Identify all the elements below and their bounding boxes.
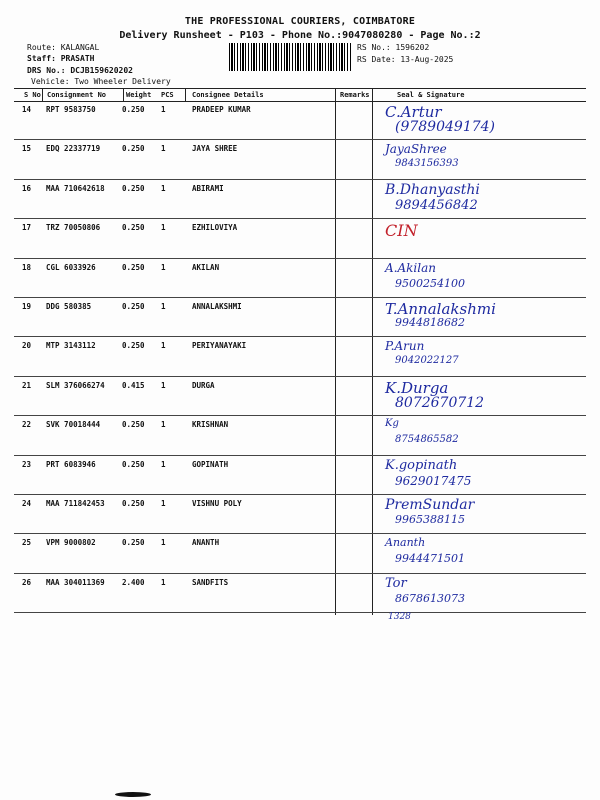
- cell-sno: 20: [22, 341, 32, 351]
- col-divider: [335, 88, 336, 615]
- column-header: PCS: [161, 91, 174, 99]
- signature: Tor: [385, 575, 407, 591]
- cell-consignee: SANDFITS: [192, 577, 229, 587]
- cell-weight: 2.400: [122, 577, 145, 587]
- cell-pcs: 1: [161, 459, 166, 469]
- ink-smudge: [115, 792, 151, 797]
- cell-cno: DDG 580385: [46, 302, 92, 311]
- cell-pcs: 1: [161, 144, 166, 154]
- cell-consignee: PERIYANAYAKI: [192, 341, 247, 351]
- cell-consignee: DURGA: [192, 380, 215, 390]
- rs-no-label: RS No.:: [357, 43, 391, 52]
- cell-cno: TRZ 70050806: [46, 223, 101, 233]
- signature: P.Arun: [385, 339, 425, 354]
- signature: CIN: [385, 221, 418, 241]
- cell-weight: 0.250: [122, 105, 145, 114]
- rs-date-line: [357, 55, 453, 65]
- staff-line: [27, 54, 94, 64]
- cell-cno: CGL 6033926: [46, 262, 96, 272]
- cell-pcs: 1: [161, 223, 166, 233]
- cell-consignee: GOPINATH: [192, 459, 229, 469]
- column-header: Consignment No: [47, 91, 107, 99]
- cell-sno: 23: [22, 459, 32, 469]
- cell-weight: 0.250: [122, 459, 145, 469]
- cell-cno: SLM 376066274: [46, 380, 105, 390]
- drs-line: [27, 66, 133, 76]
- col-divider: [372, 88, 373, 615]
- signature-phone: 8678613073: [395, 591, 465, 605]
- signature-phone: 9944471501: [395, 552, 465, 566]
- signature: K.Durga: [385, 378, 449, 397]
- cell-weight: 0.250: [122, 183, 145, 193]
- cell-cno: SVK 70018444: [46, 420, 101, 430]
- signature-phone: 9843156393: [395, 158, 459, 170]
- signature-phone: 9944818682: [395, 316, 465, 329]
- signature-phone: (9789049174): [395, 119, 495, 135]
- cell-pcs: 1: [161, 577, 166, 587]
- cell-cno: MAA 710642618: [46, 183, 105, 193]
- cell-consignee: ANNALAKSHMI: [192, 302, 242, 311]
- signature: JayaShree: [385, 142, 447, 157]
- row-divider: [14, 336, 586, 337]
- row-divider: [14, 258, 586, 259]
- route-value: KALANGAL: [60, 43, 100, 52]
- company-title: THE PROFESSIONAL COURIERS, COIMBATORE: [184, 16, 416, 27]
- rs-no-value: 1596202: [395, 43, 430, 52]
- col-divider: [185, 88, 186, 101]
- cell-sno: 26: [22, 577, 32, 587]
- vehicle-line: [31, 77, 171, 87]
- cell-pcs: 1: [161, 302, 166, 311]
- cell-weight: 0.250: [122, 341, 145, 351]
- cell-cno: MAA 711842453: [46, 499, 105, 508]
- cell-sno: 21: [22, 380, 32, 390]
- cell-sno: 15: [22, 144, 32, 154]
- signature: Ananth: [385, 536, 426, 550]
- cell-pcs: 1: [161, 183, 166, 193]
- vehicle-value: Two Wheeler Delivery: [74, 77, 171, 86]
- cell-consignee: AKILAN: [192, 262, 220, 272]
- rs-date-label: RS Date:: [357, 55, 396, 64]
- cell-consignee: ANANTH: [192, 538, 220, 548]
- cell-weight: 0.250: [122, 262, 145, 272]
- row-divider: [14, 415, 586, 416]
- handwritten-note: 1328: [388, 612, 411, 622]
- cell-sno: 19: [22, 302, 32, 311]
- signature: Kg: [385, 418, 399, 430]
- rs-no-line: [357, 43, 429, 53]
- column-header: Seal & Signature: [397, 91, 465, 99]
- cell-cno: RPT 9583750: [46, 105, 96, 114]
- signature-phone: 9894456842: [395, 197, 478, 213]
- cell-sno: 14: [22, 105, 32, 114]
- signature: B.Dhanyasthi: [385, 181, 480, 198]
- cell-weight: 0.250: [122, 302, 145, 311]
- cell-sno: 25: [22, 538, 32, 548]
- signature: T.Annalakshmi: [385, 300, 496, 318]
- signature-phone: 9042022127: [395, 355, 459, 367]
- column-header: S No: [24, 91, 41, 99]
- column-header: Remarks: [340, 91, 370, 99]
- signature: C.Artur: [385, 103, 442, 121]
- cell-consignee: EZHILOVIYA: [192, 223, 238, 233]
- barcode: [229, 43, 351, 71]
- cell-cno: EDQ 22337719: [46, 144, 101, 154]
- column-header: Consignee Details: [192, 91, 264, 99]
- vehicle-label: Vehicle:: [31, 77, 70, 86]
- signature-phone: 9500254100: [395, 276, 465, 290]
- signature-phone: 8754865582: [395, 434, 459, 446]
- staff-label: Staff:: [27, 54, 56, 63]
- rs-date-value: 13-Aug-2025: [400, 55, 454, 64]
- cell-weight: 0.250: [122, 499, 145, 508]
- cell-weight: 0.250: [122, 223, 145, 233]
- drs-value: DCJB159620202: [70, 66, 133, 75]
- table-header-border: [14, 101, 586, 102]
- row-divider: [14, 179, 586, 180]
- drs-label: DRS No.:: [27, 66, 66, 75]
- row-divider: [14, 218, 586, 219]
- column-header: Weight: [126, 91, 152, 99]
- row-divider: [14, 573, 586, 574]
- cell-pcs: 1: [161, 105, 166, 114]
- cell-pcs: 1: [161, 262, 166, 272]
- signature: A.Akilan: [385, 260, 436, 275]
- cell-consignee: PRADEEP KUMAR: [192, 105, 251, 114]
- route-line: [27, 43, 99, 53]
- table-top-border: [14, 88, 586, 89]
- row-divider: [14, 612, 586, 613]
- signature-phone: 9965388115: [395, 513, 465, 526]
- cell-weight: 0.250: [122, 144, 145, 154]
- row-divider: [14, 533, 586, 534]
- cell-weight: 0.250: [122, 420, 145, 430]
- staff-value: PRASATH: [60, 54, 95, 63]
- cell-pcs: 1: [161, 380, 166, 390]
- signature: K.gopinath: [385, 457, 458, 473]
- cell-cno: MAA 304011369: [46, 577, 105, 587]
- row-divider: [14, 297, 586, 298]
- row-divider: [14, 139, 586, 140]
- cell-cno: PRT 6083946: [46, 459, 96, 469]
- cell-weight: 0.415: [122, 380, 145, 390]
- cell-sno: 17: [22, 223, 32, 233]
- cell-pcs: 1: [161, 538, 166, 548]
- cell-sno: 24: [22, 499, 32, 508]
- signature: PremSundar: [385, 497, 475, 513]
- cell-consignee: VISHNU POLY: [192, 499, 242, 508]
- cell-sno: 16: [22, 183, 32, 193]
- cell-consignee: KRISHNAN: [192, 420, 229, 430]
- col-divider: [123, 88, 124, 101]
- runsheet-subtitle: Delivery Runsheet - P103 - Phone No.:9047080280 - Page No.:2: [119, 30, 481, 41]
- cell-cno: VPM 9000802: [46, 538, 96, 548]
- cell-sno: 18: [22, 262, 32, 272]
- cell-pcs: 1: [161, 420, 166, 430]
- signature-phone: 9629017475: [395, 473, 472, 488]
- cell-consignee: JAYA SHREE: [192, 144, 238, 154]
- route-label: Route:: [27, 43, 56, 52]
- cell-consignee: ABIRAMI: [192, 183, 224, 193]
- col-divider: [42, 88, 43, 101]
- signature-phone: 8072670712: [395, 394, 485, 411]
- row-divider: [14, 376, 586, 377]
- cell-sno: 22: [22, 420, 32, 430]
- cell-pcs: 1: [161, 341, 166, 351]
- cell-weight: 0.250: [122, 538, 145, 548]
- row-divider: [14, 494, 586, 495]
- row-divider: [14, 455, 586, 456]
- cell-cno: MTP 3143112: [46, 341, 96, 351]
- cell-pcs: 1: [161, 499, 166, 508]
